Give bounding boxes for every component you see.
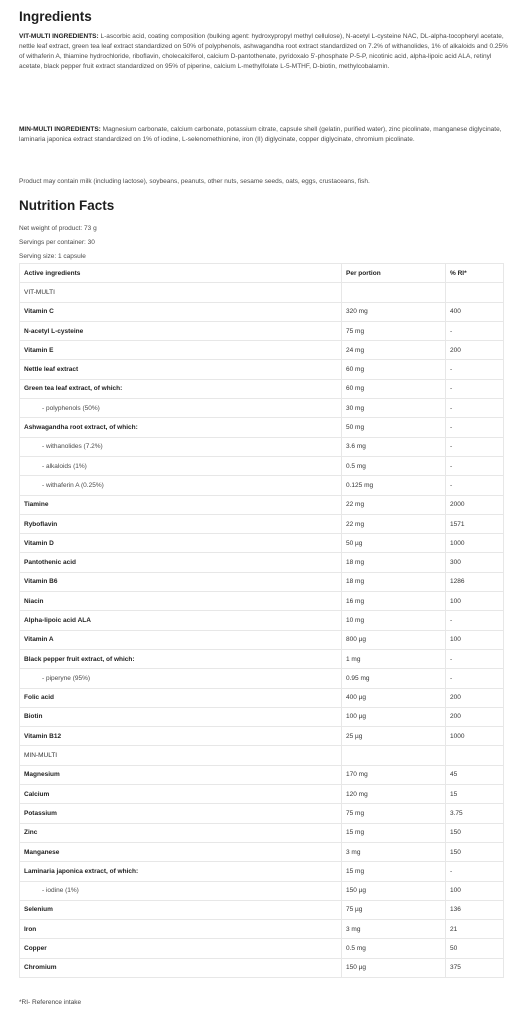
ingredients-title: Ingredients (19, 9, 92, 24)
ri-value: - (446, 649, 504, 668)
ingredient-name: Vitamin A (20, 630, 342, 649)
per-portion-value: 150 µg (342, 881, 446, 900)
ingredient-name: Ryboflavin (20, 514, 342, 533)
ingredient-name: Magnesium (20, 765, 342, 784)
ingredient-name: Nettle leaf extract (20, 360, 342, 379)
ri-value: 2000 (446, 495, 504, 514)
ri-value: - (446, 476, 504, 495)
ri-value: 1000 (446, 534, 504, 553)
ri-value: - (446, 321, 504, 340)
table-row (20, 707, 504, 726)
servings-per-container: Servings per container: 30 (19, 239, 95, 246)
ingredient-name: Chromium (20, 958, 342, 977)
table-row (20, 746, 504, 765)
ri-value: 50 (446, 939, 504, 958)
table-row (20, 649, 504, 668)
ri-value: 100 (446, 881, 504, 900)
ingredient-name: - withanolides (7.2%) (20, 437, 342, 456)
table-row (20, 495, 504, 514)
table-row (20, 785, 504, 804)
ingredient-name: VIT-MULTI (20, 283, 342, 302)
table-row (20, 572, 504, 591)
ingredient-name: Iron (20, 920, 342, 939)
ri-value: - (446, 456, 504, 475)
ri-value: 3.75 (446, 804, 504, 823)
ingredient-name: Green tea leaf extract, of which: (20, 379, 342, 398)
per-portion-value: 150 µg (342, 958, 446, 977)
table-row (20, 399, 504, 418)
table-row (20, 360, 504, 379)
ingredient-name: Vitamin D (20, 534, 342, 553)
ri-value: - (446, 418, 504, 437)
table-row (20, 553, 504, 572)
per-portion-value: 0.5 mg (342, 456, 446, 475)
ingredient-name: Selenium (20, 900, 342, 919)
ingredient-name: Pantothenic acid (20, 553, 342, 572)
ri-value: 15 (446, 785, 504, 804)
per-portion-value: 25 µg (342, 727, 446, 746)
per-portion-value: 400 µg (342, 688, 446, 707)
table-row (20, 669, 504, 688)
table-row (20, 514, 504, 533)
nutrition-table (19, 263, 504, 978)
ri-value: 300 (446, 553, 504, 572)
header-ri: % RI* (446, 264, 504, 283)
min-multi-label: MIN-MULTI INGREDIENTS: (19, 126, 101, 133)
table-row (20, 958, 504, 977)
ri-value: - (446, 379, 504, 398)
header-active-ingredients: Active ingredients (20, 264, 342, 283)
ri-value: 200 (446, 707, 504, 726)
ingredient-name: Black pepper fruit extract, of which: (20, 649, 342, 668)
table-row (20, 476, 504, 495)
per-portion-value: 75 µg (342, 900, 446, 919)
table-row (20, 534, 504, 553)
min-multi-ingredients (19, 125, 509, 145)
per-portion-value: 24 mg (342, 341, 446, 360)
net-weight: Net weight of product: 73 g (19, 225, 97, 232)
table-row (20, 727, 504, 746)
ri-value: 375 (446, 958, 504, 977)
ri-value: 150 (446, 842, 504, 861)
table-row (20, 437, 504, 456)
ingredient-name: Vitamin C (20, 302, 342, 321)
per-portion-value: 0.5 mg (342, 939, 446, 958)
ingredient-name: - polyphenols (50%) (20, 399, 342, 418)
table-row (20, 939, 504, 958)
per-portion-value: 75 mg (342, 321, 446, 340)
per-portion-value: 50 mg (342, 418, 446, 437)
ri-value (446, 746, 504, 765)
ingredient-name: - alkaloids (1%) (20, 456, 342, 475)
table-row (20, 630, 504, 649)
ri-value: 150 (446, 823, 504, 842)
per-portion-value: 18 mg (342, 553, 446, 572)
ri-value: 45 (446, 765, 504, 784)
ri-value: 1571 (446, 514, 504, 533)
ri-value: - (446, 611, 504, 630)
ingredient-name: Copper (20, 939, 342, 958)
ingredient-name: Vitamin E (20, 341, 342, 360)
ri-value: 200 (446, 341, 504, 360)
per-portion-value: 60 mg (342, 379, 446, 398)
per-portion-value: 15 mg (342, 862, 446, 881)
ri-value: 400 (446, 302, 504, 321)
ri-value: 1286 (446, 572, 504, 591)
table-row (20, 283, 504, 302)
ri-value: - (446, 862, 504, 881)
ri-value: - (446, 399, 504, 418)
nutrition-title: Nutrition Facts (19, 198, 115, 213)
table-row (20, 688, 504, 707)
table-row (20, 765, 504, 784)
ingredient-name: - withaferin A (0.25%) (20, 476, 342, 495)
ingredient-name: - iodine (1%) (20, 881, 342, 900)
per-portion-value: 100 µg (342, 707, 446, 726)
footnote: *RI- Reference intake (19, 999, 82, 1006)
per-portion-value (342, 746, 446, 765)
ri-value (446, 283, 504, 302)
ingredient-name: Biotin (20, 707, 342, 726)
ri-value: 100 (446, 630, 504, 649)
table-row (20, 881, 504, 900)
per-portion-value: 3.6 mg (342, 437, 446, 456)
table-row (20, 842, 504, 861)
nutrition-table-body (20, 283, 504, 978)
ingredient-name: MIN-MULTI (20, 746, 342, 765)
ingredient-name: Manganese (20, 842, 342, 861)
ingredient-name: Potassium (20, 804, 342, 823)
per-portion-value: 22 mg (342, 514, 446, 533)
ri-value: - (446, 360, 504, 379)
per-portion-value: 1 mg (342, 649, 446, 668)
allergen-notice: Product may contain milk (including lactose), soybeans, peanuts, other nuts, sesame seeds, oats, eggs, crustaceans, fish. (19, 178, 370, 185)
table-row (20, 456, 504, 475)
ingredient-name: Zinc (20, 823, 342, 842)
per-portion-value: 800 µg (342, 630, 446, 649)
ingredient-name: Tiamine (20, 495, 342, 514)
per-portion-value: 16 mg (342, 592, 446, 611)
table-row (20, 341, 504, 360)
table-row (20, 804, 504, 823)
ri-value: - (446, 669, 504, 688)
per-portion-value: 15 mg (342, 823, 446, 842)
table-row (20, 379, 504, 398)
table-row (20, 862, 504, 881)
ingredient-name: Alpha-lipoic acid ALA (20, 611, 342, 630)
per-portion-value: 320 mg (342, 302, 446, 321)
table-row (20, 302, 504, 321)
per-portion-value: 0.95 mg (342, 669, 446, 688)
ingredient-name: N-acetyl L-cysteine (20, 321, 342, 340)
ri-value: 21 (446, 920, 504, 939)
per-portion-value: 60 mg (342, 360, 446, 379)
header-per-portion: Per portion (342, 264, 446, 283)
per-portion-value: 120 mg (342, 785, 446, 804)
per-portion-value: 10 mg (342, 611, 446, 630)
table-row (20, 592, 504, 611)
per-portion-value: 3 mg (342, 920, 446, 939)
per-portion-value: 170 mg (342, 765, 446, 784)
ri-value: 136 (446, 900, 504, 919)
table-row (20, 321, 504, 340)
per-portion-value: 22 mg (342, 495, 446, 514)
vit-multi-text: L-ascorbic acid, coating composition (bulking agent: hydroxypropyl methyl cellulose), N-acetyl L-cysteine NAC, DL-alpha-tocopheryl acetate, nettle leaf extract, green tea leaf extract standardized on 50% of polyphenols, ashwagandha root extract standardized on 7.2% of withanolides, 1% of alkaloids and 0.25% of withaferin A, thiamine hydrochloride, riboflavin, cholecalciferol, calcium D-pantothenate, pyridoxalo 5'-phosphate P-5-P, nicotinic acid, alpha-lipoic acid ALA, retinyl acetate, black pepper fruit extract standardized on 95% of piperine, calcium L-methylfolate L-5-MTHF, D-biotin, methylcobalamin. (19, 33, 508, 70)
ri-value: 200 (446, 688, 504, 707)
vit-multi-label: VIT-MULTI INGREDIENTS: (19, 33, 99, 40)
ingredient-name: Laminaria japonica extract, of which: (20, 862, 342, 881)
vit-multi-ingredients (19, 32, 509, 72)
ingredient-name: Calcium (20, 785, 342, 804)
table-row (20, 611, 504, 630)
ingredient-name: Vitamin B6 (20, 572, 342, 591)
per-portion-value (342, 283, 446, 302)
ri-value: - (446, 437, 504, 456)
table-row (20, 900, 504, 919)
per-portion-value: 3 mg (342, 842, 446, 861)
ingredient-name: - piperyne (95%) (20, 669, 342, 688)
table-row (20, 418, 504, 437)
ri-value: 100 (446, 592, 504, 611)
ingredient-name: Folic acid (20, 688, 342, 707)
ingredient-name: Niacin (20, 592, 342, 611)
per-portion-value: 50 µg (342, 534, 446, 553)
per-portion-value: 0.125 mg (342, 476, 446, 495)
table-header-row (20, 264, 504, 283)
per-portion-value: 18 mg (342, 572, 446, 591)
serving-size: Serving size: 1 capsule (19, 253, 86, 260)
table-row (20, 823, 504, 842)
per-portion-value: 30 mg (342, 399, 446, 418)
ri-value: 1000 (446, 727, 504, 746)
per-portion-value: 75 mg (342, 804, 446, 823)
table-row (20, 920, 504, 939)
min-multi-text: Magnesium carbonate, calcium carbonate, potassium citrate, capsule shell (gelatin, purified water), zinc picolinate, manganese diglycinate, laminaria japonica extract standardized on 1% of iodine, L-selenomethionine, iron (II) diglycinate, copper diglycinate, chromium picolinate. (19, 126, 502, 143)
ingredient-name: Vitamin B12 (20, 727, 342, 746)
ingredient-name: Ashwagandha root extract, of which: (20, 418, 342, 437)
